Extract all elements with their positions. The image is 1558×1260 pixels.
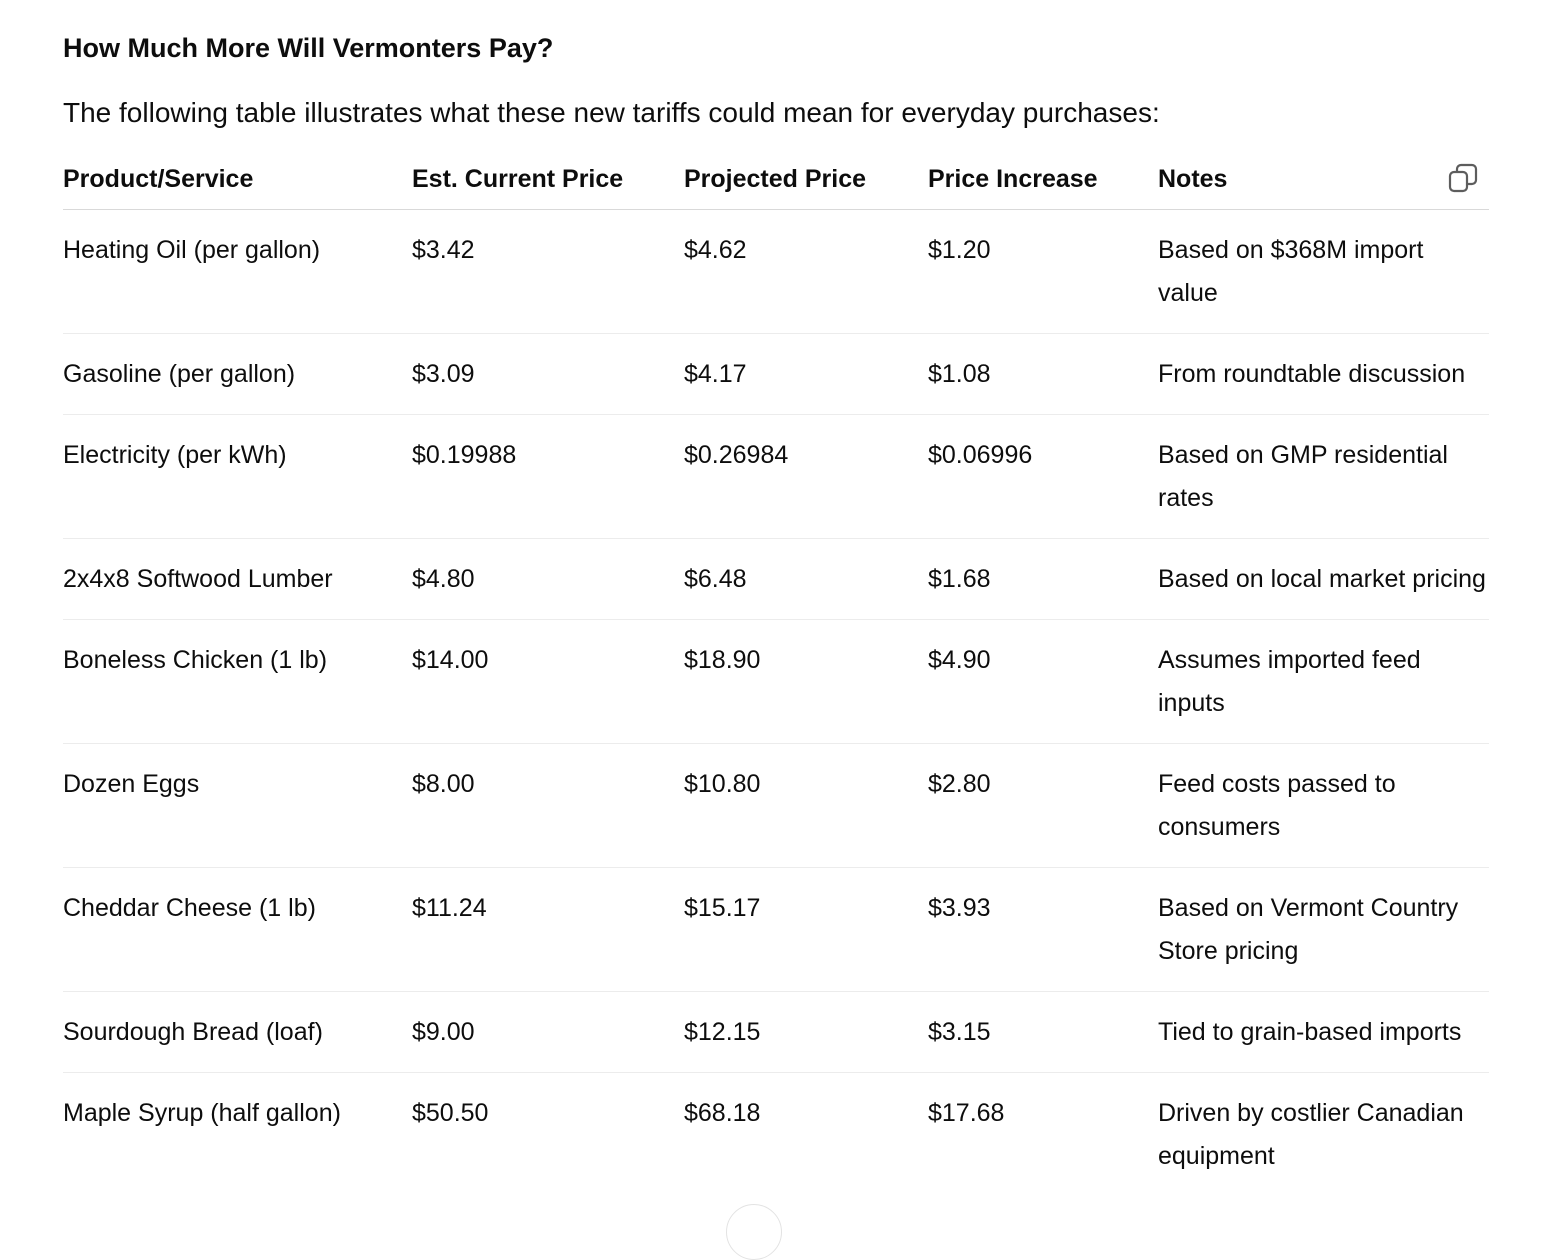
cell-current-price: $11.24: [412, 868, 684, 992]
cell-projected-price: $12.15: [684, 992, 928, 1073]
cell-projected-price: $4.17: [684, 334, 928, 415]
cell-current-price: $50.50: [412, 1099, 489, 1127]
cell-projected-price: $6.48: [684, 539, 928, 620]
cell-notes: Assumes imported feed inputs: [1158, 620, 1489, 744]
cell-projected-price: $18.90: [684, 620, 928, 744]
cell-product: 2x4x8 Softwood Lumber: [63, 539, 412, 620]
cell-current-price: $4.80: [412, 539, 684, 620]
header-product: Product/Service: [63, 150, 412, 210]
cell-notes: Based on Vermont Country Store pricing: [1158, 868, 1489, 992]
cell-projected-price: $4.62: [684, 210, 928, 334]
cell-current-price: $3.42: [412, 210, 684, 334]
cell-price-increase: $1.68: [928, 539, 1158, 620]
table-row: [63, 210, 1489, 334]
cell-product: Maple Syrup (half gallon): [63, 1099, 341, 1127]
cell-product: Heating Oil (per gallon): [63, 210, 412, 334]
cell-projected-price: $68.18: [684, 1099, 761, 1127]
cell-projected-price: $15.17: [684, 868, 928, 992]
table-row: [63, 539, 1489, 620]
table-row: [63, 868, 1489, 992]
cell-price-increase: $0.06996: [928, 415, 1158, 539]
cell-notes: Driven by costlier Canadian equipment: [1158, 1099, 1464, 1170]
cell-notes: Based on GMP residential rates: [1158, 415, 1489, 539]
cell-price-increase: $4.90: [928, 620, 1158, 744]
cell-price-increase: $3.15: [928, 992, 1158, 1073]
cell-price-increase: $1.08: [928, 334, 1158, 415]
table-row: [63, 334, 1489, 415]
cell-price-increase: $17.68: [928, 1099, 1005, 1127]
header-price-increase: Price Increase: [928, 150, 1158, 210]
cell-product: Gasoline (per gallon): [63, 334, 412, 415]
cell-current-price: $3.09: [412, 334, 684, 415]
table-row: [63, 415, 1489, 539]
cell-projected-price: $10.80: [684, 744, 928, 868]
cell-notes: Based on local market pricing: [1158, 539, 1489, 620]
cell-projected-price: $0.26984: [684, 415, 928, 539]
cell-product: Sourdough Bread (loaf): [63, 992, 412, 1073]
table-row: [63, 992, 1489, 1073]
price-table: [63, 150, 1489, 1196]
cell-current-price: $9.00: [412, 992, 684, 1073]
header-current-price: Est. Current Price: [412, 150, 684, 210]
cell-price-increase: $3.93: [928, 868, 1158, 992]
table-header-row: [63, 150, 1489, 210]
cell-notes: Based on $368M import value: [1158, 210, 1489, 334]
intro-paragraph: The following table illustrates what these new tariffs could mean for everyday purchases:: [63, 97, 1160, 128]
cell-product: Electricity (per kWh): [63, 415, 412, 539]
cell-product: Dozen Eggs: [63, 744, 412, 868]
table-row: [63, 1073, 1489, 1197]
cell-notes: Tied to grain-based imports: [1158, 992, 1489, 1073]
scroll-down-button[interactable]: [726, 1204, 782, 1260]
cell-notes: Feed costs passed to consumers: [1158, 744, 1489, 868]
cell-price-increase: $2.80: [928, 744, 1158, 868]
table-row: [63, 744, 1489, 868]
cell-price-increase: $1.20: [928, 210, 1158, 334]
cell-current-price: $0.19988: [412, 415, 684, 539]
cell-notes: From roundtable discussion: [1158, 334, 1489, 415]
cell-current-price: $14.00: [412, 620, 684, 744]
cell-product: Boneless Chicken (1 lb): [63, 620, 412, 744]
cell-product: Cheddar Cheese (1 lb): [63, 868, 412, 992]
cell-current-price: $8.00: [412, 744, 684, 868]
header-notes: Notes: [1158, 150, 1489, 210]
section-heading: How Much More Will Vermonters Pay?: [63, 33, 554, 63]
header-projected-price: Projected Price: [684, 150, 928, 210]
table-row: [63, 620, 1489, 744]
